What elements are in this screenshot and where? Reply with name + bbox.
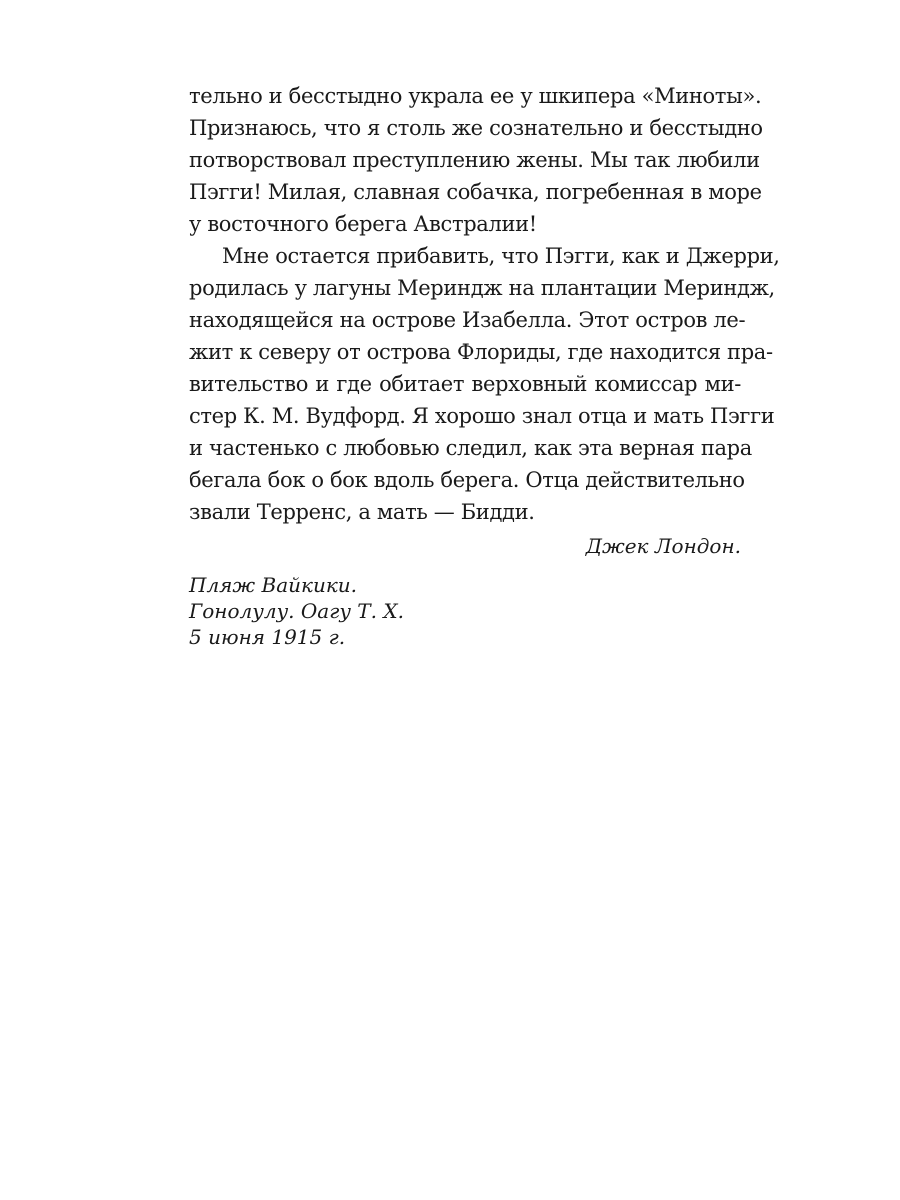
text-line: у восточного берега Австралии! xyxy=(189,212,537,236)
text-line: Мне остается прибавить, что Пэгги, как и Джерри, xyxy=(222,244,780,268)
text-block xyxy=(189,80,780,650)
text-line: стер К. М. Вудфорд. Я хорошо знал отца и мать Пэгги xyxy=(189,404,775,428)
text-line: родилась у лагуны Мериндж на плантации Мериндж, xyxy=(189,276,775,300)
text-line: вительство и где обитает верховный комиссар ми- xyxy=(189,372,741,396)
date-line: 5 июня 1915 г. xyxy=(189,625,346,649)
text-line: бегала бок о бок вдоль берега. Отца действительно xyxy=(189,468,745,492)
text-line: Признаюсь, что я столь же сознательно и бесстыдно xyxy=(189,116,763,140)
paragraph-2 xyxy=(189,240,780,528)
text-line: Пэгги! Милая, славная собачка, погребенная в море xyxy=(189,180,762,204)
place-and-date xyxy=(189,572,741,650)
text-line: находящейся на острове Изабелла. Этот остров ле- xyxy=(189,308,746,332)
author-signature: Джек Лондон. xyxy=(585,534,741,558)
text-line: и частенько с любовью следил, как эта верная пара xyxy=(189,436,752,460)
place-line-1: Пляж Вайкики. xyxy=(189,573,358,597)
text-line: звали Терренс, а мать — Бидди. xyxy=(189,500,535,524)
text-line: потворствовал преступлению жены. Мы так любили xyxy=(189,148,760,172)
text-line: тельно и бесстыдно украла ее у шкипера «Миноты». xyxy=(189,84,762,108)
text-line: жит к северу от острова Флориды, где находится пра- xyxy=(189,340,773,364)
paragraph-1 xyxy=(189,80,763,240)
place-line-2: Гонолулу. Оагу Т. Х. xyxy=(189,599,404,623)
